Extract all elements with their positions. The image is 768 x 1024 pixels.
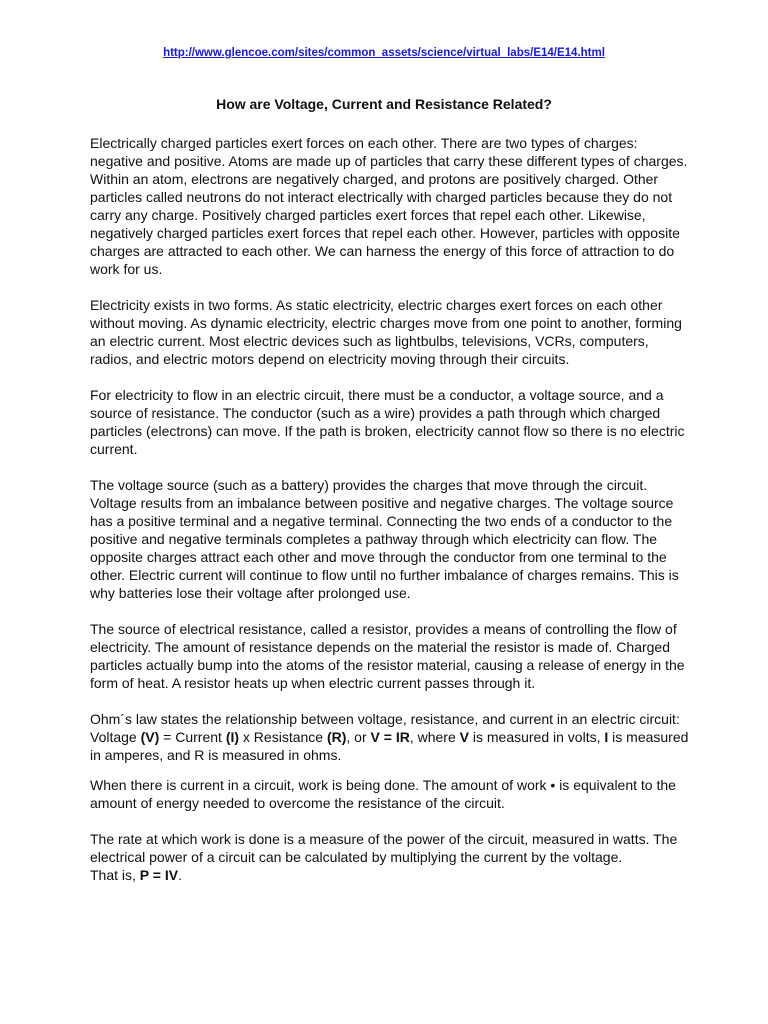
paragraph-electricity-forms: Electricity exists in two forms. As static electricity, electric charges exert forces on each other without moving. As dynamic electricity, electric charges move from one point to another, forming an electric current. Most electric devices such as lightbulbs, televisions, VCRs, computers, radios, and electric motors depend on electricity moving through their circuits. bbox=[90, 297, 682, 367]
ohms-text-7: is measured in amperes, and R is measured in ohms. bbox=[90, 729, 689, 763]
ohms-formula: V = IR bbox=[370, 729, 410, 745]
paragraph-circuit-requirements: For electricity to flow in an electric circuit, there must be a conductor, a voltage source, and a source of resistance. The conductor (such as a wire) provides a path through which charged particles (electrons) can move. If the path is broken, electricity cannot flow so there is no electric current. bbox=[90, 387, 685, 457]
document-body bbox=[90, 134, 690, 902]
paragraph-charges: Electrically charged particles exert forces on each other. There are two types of charges: negative and positive. Atoms are made up of particles that carry these different types of charges. Within an atom, electrons are negatively charged, and protons are positively charged. Other particles called neutrons do not interact electrically with charged particles because they do not carry any charge. Positively charged particles exert forces that repel each other. Likewise, negatively charged particles exert forces that repel each other. However, particles with opposite charges are attracted to each other. We can harness the energy of this force of attraction to do work for us. bbox=[90, 135, 688, 277]
ohms-bold-v-unit: V bbox=[459, 729, 469, 745]
source-url-link[interactable]: http://www.glencoe.com/sites/common_assets/science/virtual_labs/E14/E14.html bbox=[163, 47, 605, 59]
ohms-text-3: x Resistance bbox=[239, 729, 327, 745]
ohms-bold-i: (I) bbox=[225, 729, 240, 745]
paragraph-work: When there is current in a circuit, work is being done. The amount of work • is equivalent to the amount of energy needed to overcome the resistance of the circuit. bbox=[90, 777, 676, 811]
ohms-text-1: Ohm´s law states the relationship between voltage, resistance, and current in an electric circuit: Voltage bbox=[90, 711, 680, 745]
paragraph-ohms-law bbox=[90, 710, 690, 764]
paragraph-resistance: The source of electrical resistance, called a resistor, provides a means of controlling the flow of electricity. The amount of resistance depends on the material the resistor is made of. Charged particles actually bump into the atoms of the resistor material, causing a release of energy in the form of heat. A resistor heats up when electric current passes through it. bbox=[90, 621, 685, 691]
ohms-text-5: , where bbox=[409, 729, 460, 745]
paragraph-voltage-source: The voltage source (such as a battery) provides the charges that move through the circuit. Voltage results from an imbalance between positive and negative charges. The voltage source has a positive terminal and a negative terminal. Connecting the two ends of a conductor to the positive and negative terminals completes a pathway through which electricity can flow. The opposite charges attract each other and move through the conductor from one terminal to the other. Electric current will continue to flow until no further imbalance of charges remains. This is why batteries lose their voltage after prolonged use. bbox=[90, 477, 679, 601]
page-title: How are Voltage, Current and Resistance Related? bbox=[216, 96, 552, 112]
power-text-1: The rate at which work is done is a measure of the power of the circuit, measured in watts. The electrical power of a circuit can be calculated by multiplying the current by the voltage. bbox=[90, 831, 678, 865]
ohms-bold-i-unit: I bbox=[604, 729, 609, 745]
ohms-bold-r: (R) bbox=[326, 729, 347, 745]
power-formula: P = IV bbox=[139, 867, 179, 883]
ohms-text-2: = Current bbox=[159, 729, 226, 745]
ohms-bold-v: (V) bbox=[140, 729, 160, 745]
paragraph-power bbox=[90, 830, 690, 884]
ohms-text-4: , or bbox=[346, 729, 371, 745]
power-text-3: . bbox=[178, 867, 182, 883]
ohms-text-6: is measured in volts, bbox=[468, 729, 605, 745]
power-text-2: That is, bbox=[90, 867, 140, 883]
